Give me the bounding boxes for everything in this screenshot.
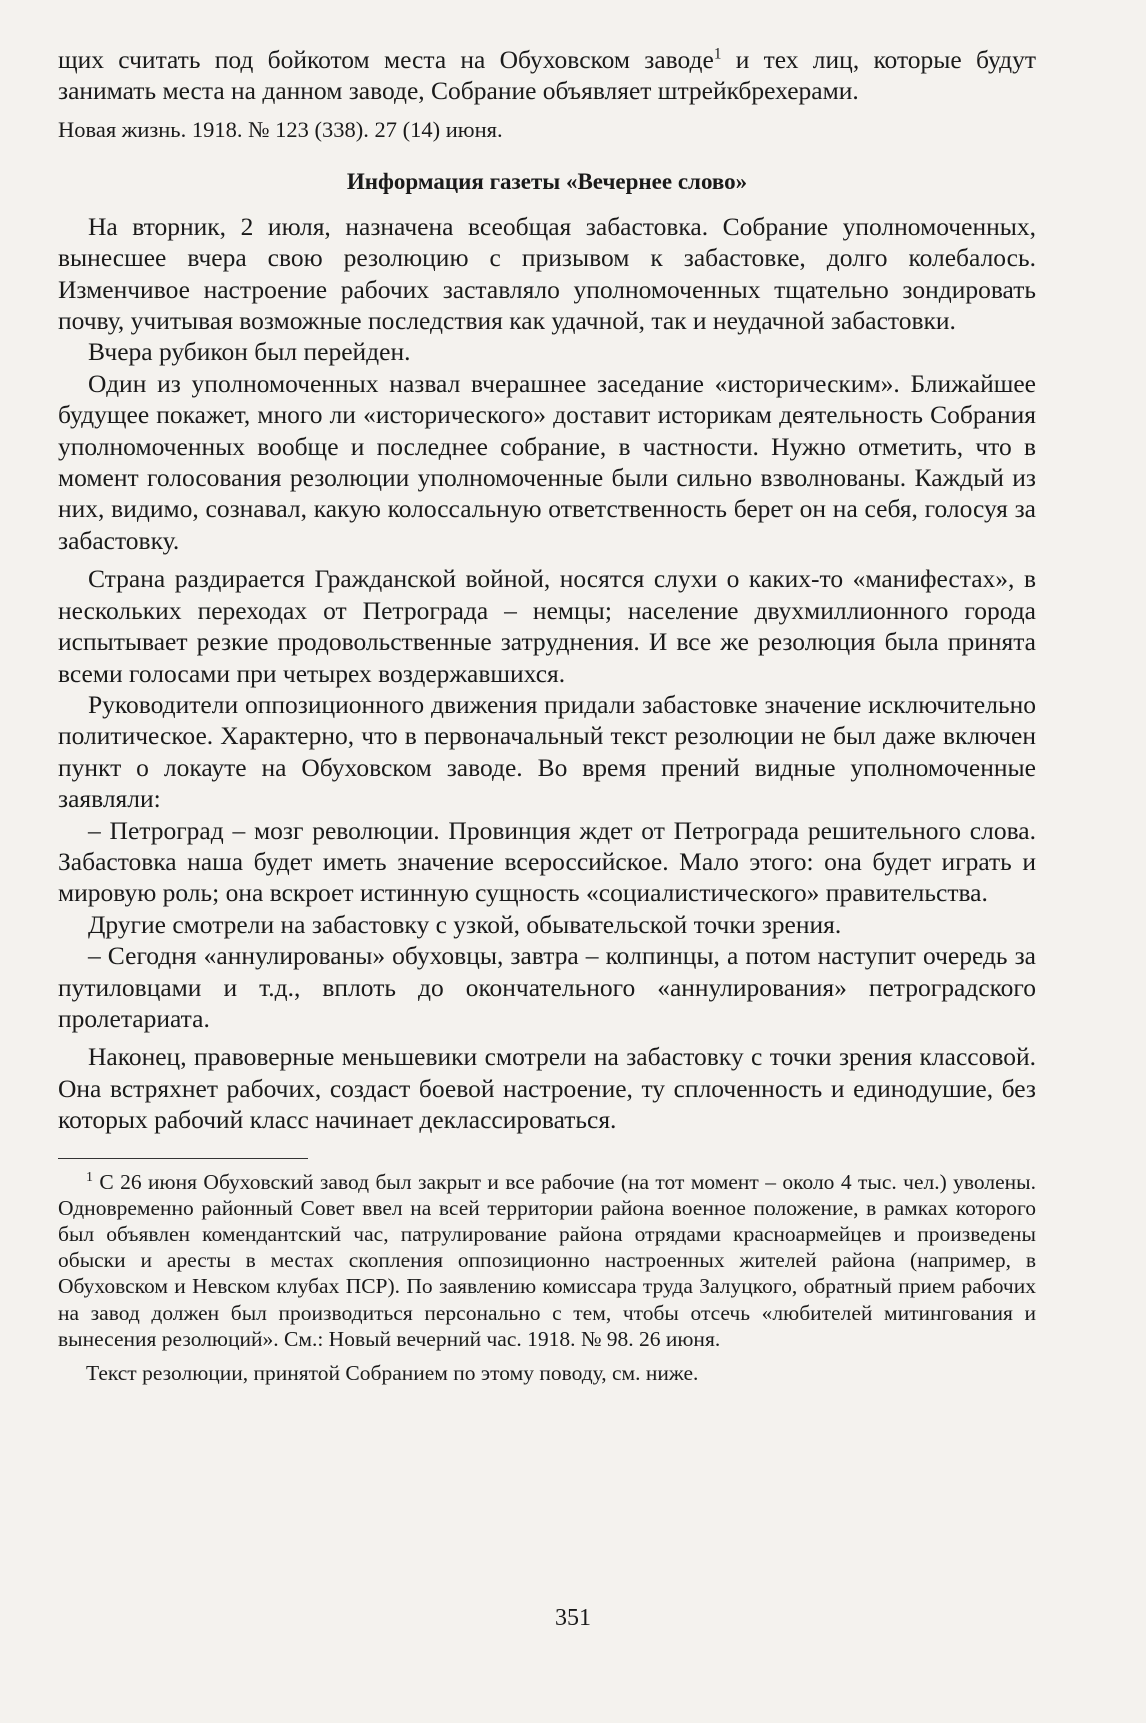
source-citation: Новая жизнь. 1918. № 123 (338). 27 (14) июня. <box>58 116 503 142</box>
paragraph-9: Наконец, правоверные меньшевики смотрели на забастовку с точки зрения классовой. Она встряхнет рабочих, создаст боевой настроение, ту сплоченность и единодушие, без которых рабочий класс начинает деклассироваться. <box>58 1042 1036 1135</box>
paragraph-3: Один из уполномоченных назвал вчерашнее заседание «историческим». Ближайшее будущее покажет, много ли «исторического» доставит историкам деятельность Собрания уполномоченных вообще и последнее собрание, в частности. Нужно отметить, что в момент голосования резолюции уполномоченные были сильно взволнованы. Каждый из них, видимо, сознавал, какую колоссальную ответственность берет он на себя, голосуя за забастовку. <box>58 368 1036 555</box>
paragraph-8: – Сегодня «аннулированы» обуховцы, завтра – колпинцы, а потом наступит очередь за путиловцами и т.д., вплоть до окончательного «аннулирования» петроградского пролетариата. <box>58 941 1036 1033</box>
top-paragraph-text-b: и тех лиц, которые будут занимать места на данном заводе, Собрание объявляет штрейкбрехерами. <box>58 45 1036 106</box>
top-paragraph <box>58 44 1036 107</box>
page-number: 351 <box>555 1605 591 1631</box>
footnote-ref-1[interactable]: 1 <box>713 45 722 63</box>
footnote-text: С 26 июня Обуховский завод был закрыт и все рабочие (на тот момент – около 4 тыс. чел.) уволены. Одновременно районный Совет ввел на всей территории района военное положение, в рамках которого был объявлен комендантский час, патрулирование района отрядами красноармейцев и произведены обыски и аресты в местах скопления оппозиционно настроенных жителей района (например, в Обуховском и Невском клубах ПСР). По заявлению комиссара труда Залуцкого, обратный прием рабочих на завод должен был производиться персонально с тем, чтобы отсечь «любителей митингования и вынесения резолюций». См.: Новый вечерний час. 1918. № 98. 26 июня. <box>58 1169 1036 1351</box>
paragraph-1: На вторник, 2 июля, назначена всеобщая забастовка. Собрание уполномоченных, вынесшее вчера свою резолюцию с призывом к забастовке, долго колебалось. Изменчивое настроение рабочих заставляло уполномоченных тщательно зондировать почву, учитывая возможные последствия как удачной, так и неудачной забастовки. <box>58 211 1036 336</box>
paragraph-7: Другие смотрели на забастовку с узкой, обывательской точки зрения. <box>88 909 842 939</box>
footnote-marker: 1 <box>86 1169 93 1185</box>
footnote-divider <box>58 1158 308 1159</box>
footnote-1 <box>58 1169 1036 1352</box>
paragraph-6: – Петроград – мозг революции. Провинция ждет от Петрограда решительного слова. Забастовка наша будет иметь значение всероссийское. Мало этого: она будет играть и мировую роль; она вскроет истинную сущность «социалистического» правительства. <box>58 815 1036 908</box>
top-paragraph-text-a: щих считать под бойкотом места на Обуховском заводе <box>58 45 714 74</box>
footnote-note: Текст резолюции, принятой Собранием по этому поводу, см. ниже. <box>86 1361 699 1386</box>
page-content <box>58 44 1036 1386</box>
section-heading: Информация газеты «Вечернее слово» <box>346 168 748 194</box>
paragraph-5: Руководители оппозиционного движения придали забастовке значение исключительно политическое. Характерно, что в первоначальный текст резолюции не был даже включен пункт о локауте на Обуховском заводе. Во время прений видные уполномоченные заявляли: <box>58 689 1036 814</box>
paragraph-2: Вчера рубикон был перейден. <box>88 337 411 367</box>
paragraph-4: Страна раздирается Гражданской войной, носятся слухи о каких-то «манифестах», в нескольких переходах от Петрограда – немцы; население двухмиллионного города испытывает резкие продовольственные затруднения. И все же резолюция была принята всеми голосами при четырех воздержавшихся. <box>58 564 1036 688</box>
